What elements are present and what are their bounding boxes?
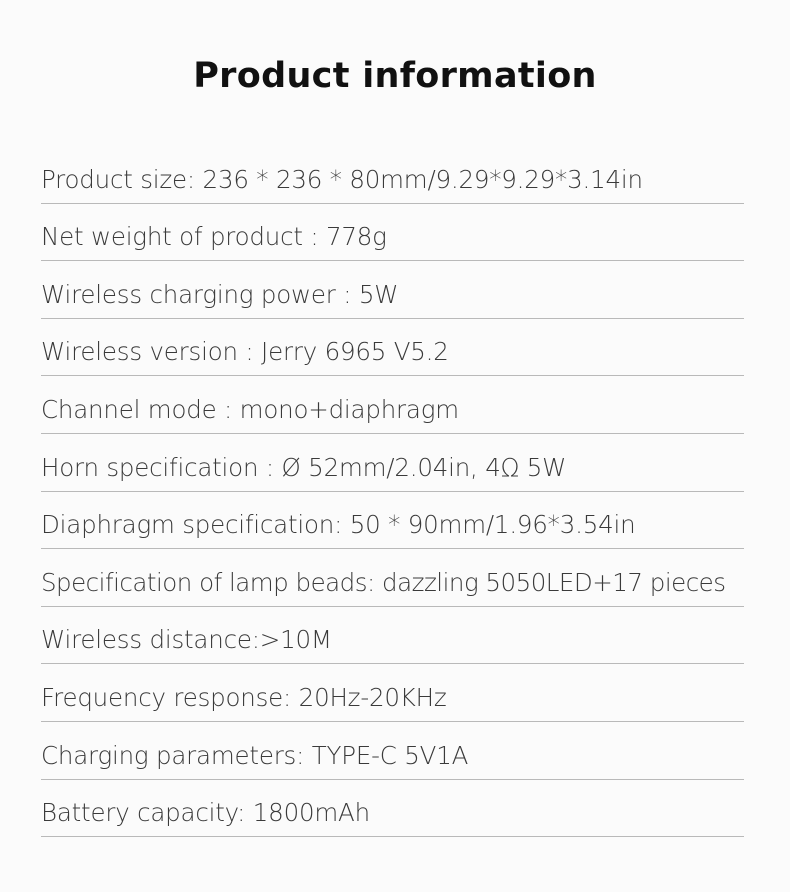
spec-text: Diaphragm specification: 50 * 90mm/1.96*3.54in: [41, 510, 636, 540]
spec-row-frequency-response: [41, 664, 744, 722]
spec-row-charging-parameters: [41, 722, 744, 780]
spec-text: Horn specification : Ø 52mm/2.04in, 4Ω 5W: [41, 452, 567, 482]
spec-row-wireless-distance: [41, 607, 744, 665]
spec-row-diaphragm-spec: [41, 492, 744, 550]
spec-row-channel-mode: [41, 376, 744, 434]
spec-row-battery-capacity: [41, 780, 744, 838]
spec-row-lamp-beads: [41, 549, 744, 607]
spec-text: Wireless charging power : 5W: [41, 279, 399, 309]
spec-text: Product size: 236 * 236 * 80mm/9.29*9.29*3.14in: [41, 164, 643, 194]
spec-row-wireless-version: [41, 319, 744, 377]
spec-row-horn-spec: [41, 434, 744, 492]
spec-text: Net weight of product : 778g: [41, 222, 387, 252]
spec-text: Wireless distance:>10M: [41, 625, 332, 655]
spec-list: [41, 146, 744, 837]
spec-text: Battery capacity: 1800mAh: [41, 798, 370, 828]
page-title: Product information: [193, 56, 597, 96]
spec-text: Channel mode : mono+diaphragm: [41, 394, 459, 424]
spec-text: Wireless version : Jerry 6965 V5.2: [41, 337, 449, 367]
spec-text: Frequency response: 20Hz-20KHz: [41, 682, 447, 712]
spec-row-product-size: [41, 146, 744, 204]
spec-row-charging-power: [41, 261, 744, 319]
spec-text: Specification of lamp beads: dazzling 5050LED+17 pieces: [41, 567, 726, 597]
spec-row-net-weight: [41, 204, 744, 262]
spec-text: Charging parameters: TYPE-C 5V1A: [41, 740, 469, 770]
